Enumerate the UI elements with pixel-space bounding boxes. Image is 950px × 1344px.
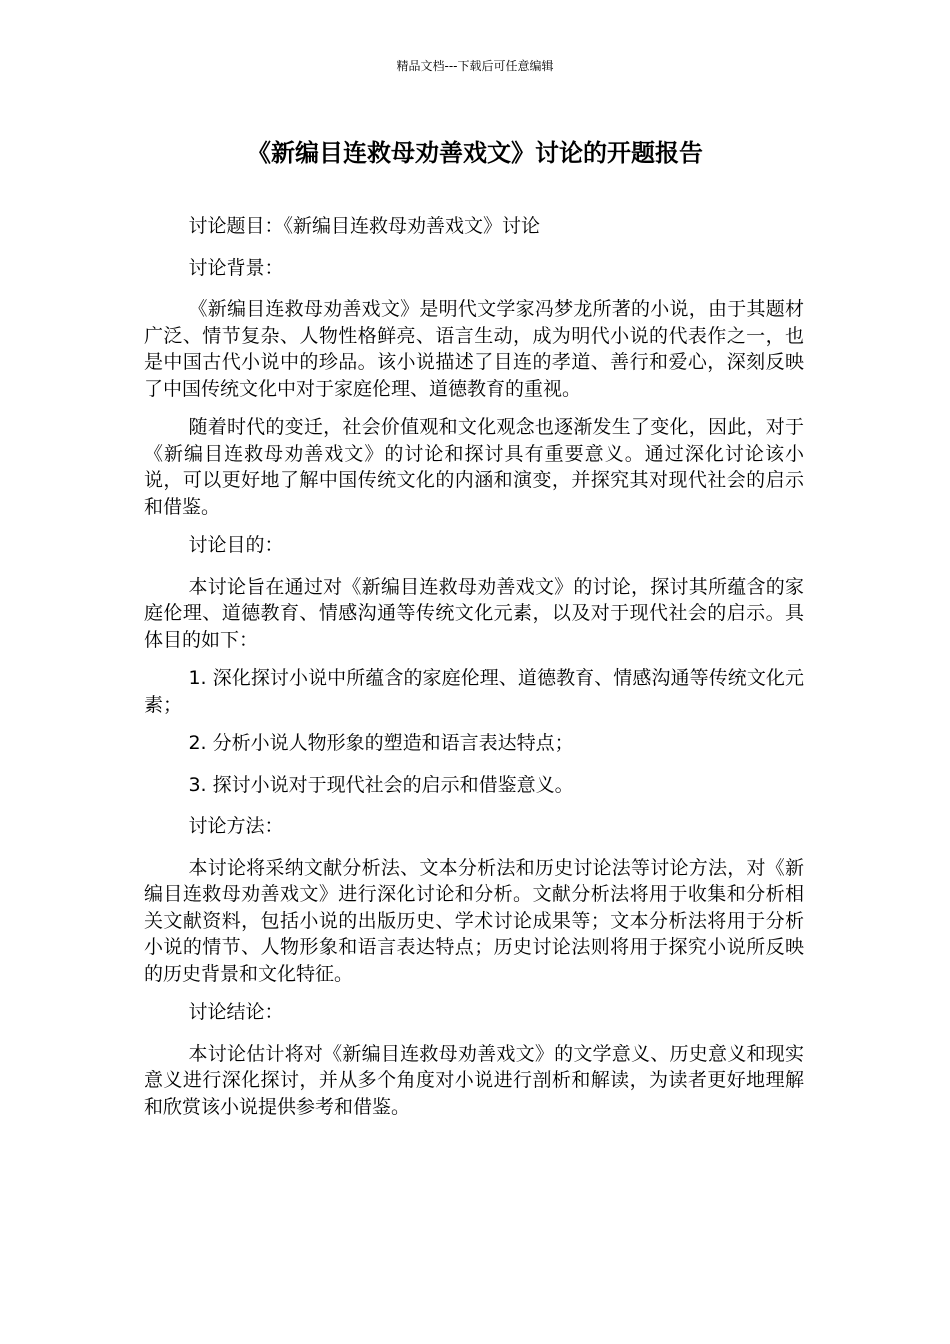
topic-paragraph: 讨论题目：《新编目连救母劝善戏文》讨论: [188, 215, 540, 237]
purpose-item-2: 2. 分析小说人物形象的塑造和语言表达特点；: [188, 732, 574, 754]
purpose-item-1: 1. 深化探讨小说中所蕴含的家庭伦理、道德教育、情感沟通等传统文化元素；: [144, 667, 804, 716]
document-title: 《新编目连救母劝善戏文》讨论的开题报告: [247, 139, 703, 167]
conclusion-paragraph: 本讨论估计将对《新编目连救母劝善戏文》的文学意义、历史意义和现实意义进行深化探讨，并从多个角度对小说进行剖析和解读，为读者更好地理解和欣赏该小说提供参考和借鉴。: [144, 1042, 804, 1118]
background-paragraph-2: 随着时代的变迁，社会价值观和文化观念也逐渐发生了变化，因此，对于《新编目连救母劝善戏文》的讨论和探讨具有重要意义。通过深化讨论该小说，可以更好地了解中国传统文化的内涵和演变，并探究其对现代社会的启示和借鉴。: [144, 416, 804, 518]
conclusion-heading: 讨论结论：: [188, 1001, 284, 1023]
method-paragraph: 本讨论将采纳文献分析法、文本分析法和历史讨论法等讨论方法，对《新编目连救母劝善戏文》进行深化讨论和分析。文献分析法将用于收集和分析相关文献资料，包括小说的出版历史、学术讨论成果等；文本分析法将用于分析小说的情节、人物形象和语言表达特点；历史讨论法则将用于探究小说所反映的历史背景和文化特征。: [144, 856, 804, 985]
purpose-paragraph: 本讨论旨在通过对《新编目连救母劝善戏文》的讨论，探讨其所蕴含的家庭伦理、道德教育、情感沟通等传统文化元素，以及对于现代社会的启示。具体目的如下：: [144, 575, 804, 651]
purpose-item-3: 3. 探讨小说对于现代社会的启示和借鉴意义。: [188, 773, 574, 796]
background-paragraph-1: 《新编目连救母劝善戏文》是明代文学家冯梦龙所著的小说，由于其题材广泛、情节复杂、人物性格鲜亮、语言生动，成为明代小说的代表作之一，也是中国古代小说中的珍品。该小说描述了目连的孝道、善行和爱心，深刻反映了中国传统文化中对于家庭伦理、道德教育的重视。: [144, 298, 804, 400]
background-heading: 讨论背景：: [188, 256, 284, 279]
header-note: 精品文档---下载后可任意编辑: [396, 59, 554, 73]
document-body: [144, 213, 804, 1132]
purpose-heading: 讨论目的：: [188, 534, 284, 556]
method-heading: 讨论方法：: [188, 815, 284, 837]
